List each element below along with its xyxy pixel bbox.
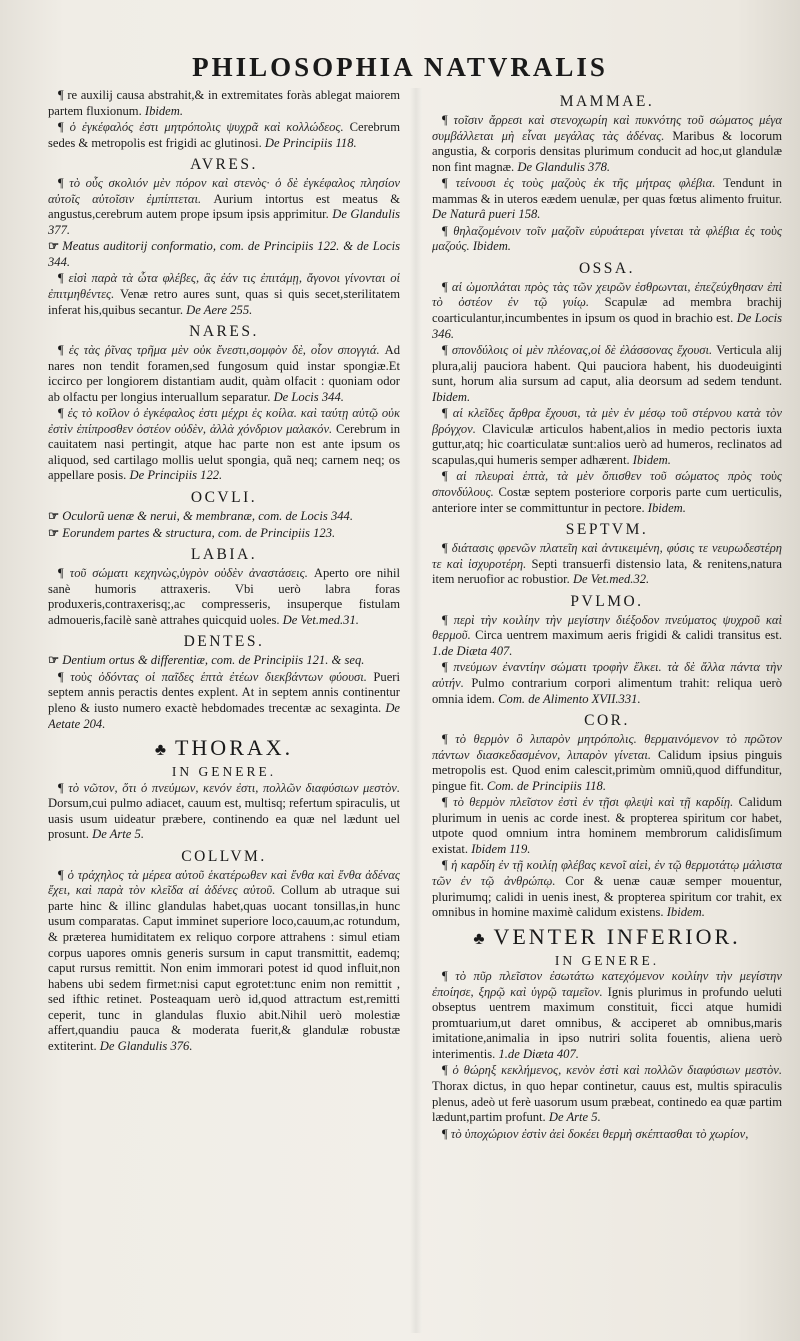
greek-quotation: αἱ κλεῖδες ἄρθρα ἔχουσι, τὰ μὲν ἐν μέσῳ τοῦ στέρνου κατὰ τὸν βρόγχον.: [432, 406, 782, 436]
source-reference: De Glandulis 378.: [517, 159, 611, 174]
latin-translation: Venæ retro aures sunt, quas si quis secet,sterilitatem inferat his,quibus secantur.: [48, 287, 400, 317]
section-heading: SEPTVM.: [565, 521, 649, 539]
latin-translation: Ignis plurimus in profundo ueluti obseptus uentrem maximum constituit, ficci atque humidi promtuarium,ut daret omnibus, & acciperet ab omnibus,maris imitatione,animalia in ipso nutriri solita fouentis, aliena uerò interimentis.: [432, 984, 782, 1061]
greek-quotation: διάτασις φρενῶν πλατεῖη καὶ ἀντικειμένη, φύσις τε νευρωδεστέρη τε καὶ ἰσχυροτέρη.: [432, 541, 782, 571]
greek-quotation: τοὺς ὀδόντας οἱ παῖδες ἑπτὰ ἐτέων διεκβάντων φύουσι.: [70, 669, 367, 684]
pilcrow-icon: ¶: [442, 1126, 451, 1141]
pilcrow-icon: ¶: [442, 795, 454, 810]
pilcrow-icon: ¶: [58, 120, 70, 135]
source-reference: De Arte 5.: [92, 827, 144, 842]
paragraph: [432, 406, 782, 468]
major-heading-text: THORAX.: [174, 735, 294, 761]
latin-translation: Calidum ipsius pinguis metropolis est. Quod enim calescit,primùm omniũ,quod diffunditur, pingue fit.: [432, 747, 782, 793]
greek-quotation: περὶ τὴν κοιλίην τὴν μεγίστην διέξοδον πνεύματος ψυχροῦ καὶ θερμοῦ.: [432, 612, 782, 643]
pointing-hand-icon: ☞: [48, 653, 60, 668]
greek-quotation: εἰσὶ παρὰ τὰ ὦτα φλέβες, ἃς ἐάν τις ἐπιτάμῃ, ἄγονοι γίνονται οἱ ἐπιτμηθέντες.: [48, 271, 400, 302]
greek-quotation: αἱ ὠμοπλάται πρὸς τὰς τῶν χειρῶν ἐσθρωνται, ἐπεζεύχθησαν ἐπὶ τὸ ὀστέον ἐν τῷ γυίῳ.: [432, 279, 782, 310]
paragraph: [432, 969, 782, 1062]
latin-translation: Cerebrum sedes & metropolis est frigidi ac glutinosi.: [48, 120, 400, 150]
paragraph: [48, 88, 400, 119]
pilcrow-icon: ¶: [442, 406, 453, 421]
greek-quotation: τοῖσιν ἄρρεσι καὶ στενοχωρίη καὶ πυκνότης τοῦ σώματος μέγα συμβάλλεται μὴ εἶναι μεγάλας τὰς ἀδένας.: [432, 113, 782, 143]
latin-translation: Circa uentrem maximum aeris frigidi & calidi transitus est.: [475, 628, 782, 643]
clover-ornament-icon: ♣: [473, 928, 488, 948]
cross-reference-text: Oculorũ uenæ & nerui, & membranæ, com. de Locis 344.: [62, 509, 353, 524]
major-heading-text: VENTER INFERIOR.: [493, 923, 741, 949]
greek-quotation: τοῦ σώματι κεχηνὼς,ὑγρὸν οὐδὲν ἀναστάσεις.: [69, 566, 308, 581]
greek-quotation: τὸ θερμὸν ὃ λιπαρὸν μητρόπολις. θερμαινόμενον τὸ πρῶτον πάντων διασκεδασμένον, λιπαρὸν γίνεται.: [432, 732, 782, 762]
source-reference: Com. de Alimento XVII.331.: [498, 691, 641, 706]
paragraph: [48, 566, 400, 628]
paragraph: [48, 781, 400, 843]
latin-translation: Claviculæ articulos habent,alios in medio pectoris iuxta guttur,atq; hic coarticulatæ sunt:alios uerò ad humeros, reclinatos ad scapulas,qui humeris semper adhærent.: [432, 421, 782, 467]
source-reference: Ibidem.: [472, 239, 511, 254]
source-reference: De Vet.med.31.: [282, 612, 359, 627]
section-heading: COLLVM.: [181, 847, 267, 865]
major-heading: [48, 736, 400, 762]
pilcrow-icon: ¶: [58, 343, 69, 358]
pilcrow-icon: ¶: [442, 732, 456, 747]
pilcrow-icon: ¶: [442, 343, 452, 358]
latin-translation: re auxilij causa abstrahit,& in extremitates foràs ablegat maiorem partem fluxionum.: [48, 88, 400, 118]
left-column: [48, 88, 400, 1333]
latin-translation: Thorax dictus, in quo hepar continetur, cauus est, multis spiraculis plenus, adeò ut ferè uasorum usum præbeat, continedo ea quæ partim lædunt,partim profunt.: [432, 1078, 782, 1125]
paragraph: [432, 1127, 782, 1143]
latin-translation: Verticula alij plura,alij pauciora habent. Qui pauciora habent, his duodeuiginti sunt, horum alia sursum ad caput, alia deorsum ad sedem tendunt.: [432, 343, 782, 389]
pilcrow-icon: ¶: [58, 780, 69, 795]
source-reference: Ibidem 119.: [471, 841, 531, 856]
latin-translation: Scapulæ ad membra brachij coarticulantur,incumbentes in ipsum os quod in brachio est.: [432, 295, 782, 326]
section-heading: AVRES.: [190, 156, 258, 174]
latin-translation: Costæ septem posteriore corporis parte cum uerticulis, anteriore inter se committuntur in pectore.: [432, 485, 782, 515]
sub-heading: IN GENERE.: [554, 952, 660, 968]
greek-quotation: τὸ ὑποχώριον ἐστὶν ἀεὶ δοκέει θερμὴ σκέπτασθαι τὸ χωρίον,: [450, 1126, 749, 1141]
pilcrow-icon: ¶: [58, 176, 70, 191]
cross-reference: [48, 526, 400, 542]
greek-quotation: ἡ καρδίη ἐν τῇ κοιλίῃ φλέβας κενοῖ αἰεὶ, ἐν τῷ θερμοτάτῳ μάλιστα τῶν ἐν τῷ ἀνθρώπῳ.: [432, 858, 782, 888]
greek-quotation: τὸ θερμὸν πλεῖστον ἐστὶ ἐν τῇσι φλεψὶ καὶ τῇ καρδίῃ.: [453, 795, 734, 810]
source-reference: Ibidem.: [632, 452, 671, 467]
source-reference: De Principiis 122.: [129, 468, 223, 483]
running-head: PHILOSOPHIA NATVRALIS: [192, 52, 608, 82]
paragraph: [432, 1063, 782, 1125]
source-reference: 1.de Diæta 407.: [432, 643, 513, 658]
pilcrow-icon: ¶: [442, 612, 454, 627]
paragraph: [432, 795, 782, 857]
pilcrow-icon: ¶: [58, 406, 68, 421]
pilcrow-icon: ¶: [58, 566, 70, 581]
paragraph: [432, 732, 782, 794]
cross-reference: [48, 653, 400, 669]
section-heading: DENTES.: [183, 633, 265, 651]
right-column: [432, 88, 782, 1333]
greek-quotation: ἐς τὸ κοῖλον ὁ ἐγκέφαλος ἐστι μέχρι ἐς κοίλα. καὶ ταύτῃ αὐτῷ οὐκ ἐστὶν ἐπίπροσθεν ὀστέον οὐδὲν, ἀλλὰ χόνδριον μαλακόν.: [48, 406, 400, 436]
latin-translation: Pueri septem annis peractis dentes explent. At in septem annis continentur pleno & iusto numero exactè hebdomades trecentæ ac sexaginta.: [48, 669, 400, 715]
clover-ornament-icon: ♣: [154, 740, 169, 760]
greek-quotation: θηλαζομένοιν τοῖν μαζοῖν εὐρυάτεραι γίνεται τὰ φλέβια ἐς τοὺς μαζούς.: [432, 223, 782, 254]
paragraph: [432, 280, 782, 342]
pilcrow-icon: ¶: [442, 113, 454, 127]
paragraph: [432, 113, 782, 175]
source-reference: De Locis 344.: [273, 389, 344, 404]
paragraph: [48, 406, 400, 484]
greek-quotation: τείνουσι ἐς τοὺς μαζοὺς ἐκ τῆς μήτρας φλέβια.: [455, 176, 716, 191]
section-heading: COR.: [584, 712, 630, 730]
paragraph: [432, 613, 782, 660]
cross-reference-text: Eorundem partes & structura, com. de Principiis 123.: [62, 525, 336, 540]
pilcrow-icon: ¶: [442, 969, 456, 984]
latin-translation: Collum ab utraque sui parte hinc & illinc glandulas habet,quas uocant tonsillas,in hunc usum comparatas. Caput imminet superiore loco,cauum,ac rotundum, & præterea humiditatem ex reliquo corpore attrahens : simul etiam corpus uapores omnis generis sursum in caput transmittit, eademq; caput rursus remittit. Non enim immorari potest id quod influit,non habens ubi sedem firmet:nisi caput egrotet:tunc enim non remittit , sed ifthic retinet. Posteaquam uerò id,quod attractum est,remitti ceperit, tunc in glandulas fluxio abit.Nihil uerò molestiæ affert,quandiu pauca & moderata fuerit,& glandulæ robustæ extiterint.: [48, 883, 400, 1053]
greek-quotation: πνεύμων ἐναντίην σώματι τροφὴν ἕλκει. τὰ δὲ ἄλλα πάντα τὴν αὐτήν.: [432, 660, 782, 690]
pilcrow-icon: ¶: [58, 669, 71, 684]
latin-translation: Aurium intortus est meatus & angustus,cerebrum autem prope ipsum ipsis apprimitur.: [48, 191, 400, 222]
greek-quotation: σπονδύλοις οἱ μὲν πλέονας,οἱ δὲ ἐλάσσονας ἔχουσι.: [451, 343, 713, 358]
pointing-hand-icon: ☞: [48, 525, 60, 540]
latin-translation: Ad nares non tendit foramen,sed fungosum quid instar spongiæ.Et iccirco per longiorem distantiam audit, quàm olfacit : quoniam odor ab olfactu per longius interuallum separatur.: [48, 343, 400, 404]
paragraph: [48, 120, 400, 151]
paragraph: [432, 343, 782, 405]
column-gutter: [410, 88, 422, 1333]
pilcrow-icon: ¶: [442, 660, 454, 675]
section-heading: MAMMAE.: [559, 93, 655, 110]
pilcrow-icon: ¶: [442, 1063, 453, 1078]
paragraph: [48, 670, 400, 732]
greek-quotation: ὁ τράχηλος τὰ μέρεα αὐτοῦ ἑκατέρωθεν καὶ ἔνθα καὶ ἔνθα ἀδένας ἔχει, καὶ παρὰ τὸν κλεῖδα αἱ ἀδένες αὐτοῦ.: [48, 867, 400, 898]
greek-quotation: ἐς τὰς ῥῖνας τρῆμα μὲν οὐκ ἔνεστι,σομφὸν δὲ, οἷον σπογγιά.: [68, 343, 380, 358]
pilcrow-icon: ¶: [58, 88, 68, 102]
source-reference: De Naturâ pueri 158.: [432, 207, 541, 222]
latin-translation: Maribus & locorum angustia, & corporis densitas plurimum conducit ad hoc,ut glandulæ non fint magnæ.: [432, 128, 782, 174]
source-reference: De Glandulis 376.: [99, 1038, 193, 1053]
pilcrow-icon: ¶: [442, 223, 454, 238]
source-reference: De Arte 5.: [548, 1110, 601, 1125]
latin-translation: Pulmo contrarium corpori alimentum trahit: reliqua uerò omnia idem.: [432, 675, 782, 706]
latin-translation: Septi transuerfi distensio lata, & renitens,natura item neruofior ac robustior.: [432, 556, 782, 587]
paragraph: [432, 224, 782, 255]
greek-quotation: ὁ θώρηξ κεκλήμενος, κενὸν ἐστὶ καὶ πολλῶν διαφύσιων μεστὸν.: [452, 1063, 782, 1078]
section-heading: OSSA.: [578, 259, 635, 277]
greek-quotation: ὁ ἐγκέφαλός ἐστι μητρόπολις ψυχρᾶ καὶ κολλώδεος.: [69, 120, 344, 135]
pilcrow-icon: ¶: [442, 279, 452, 294]
section-heading: NARES.: [189, 323, 259, 341]
pilcrow-icon: ¶: [442, 541, 452, 556]
section-heading: OCVLI.: [190, 489, 258, 507]
source-reference: Ibidem.: [647, 500, 686, 515]
source-reference: De Aere 255.: [186, 302, 253, 317]
section-heading: LABIA.: [190, 546, 258, 564]
cross-reference-text: Meatus auditorij conformatio, com. de Principiis 122. & de Locis 344.: [48, 239, 400, 269]
cross-reference-text: Dentium ortus & differentiæ, com. de Principiis 121. & seq.: [62, 653, 365, 668]
paragraph: [432, 858, 782, 920]
major-heading: [432, 925, 782, 951]
latin-translation: Aperto ore nihil sanè humoris attraxeris. Vbi uerò labra foras produxeris,contraxerisq;,ac compresseris, insuperque fistulam admoueris,facilè sanè attrahes quicquid uoles.: [48, 566, 400, 627]
paragraph: [432, 469, 782, 516]
greek-quotation: τὸ πῦρ πλεῖστον ἐσωτάτω κατεχόμενον κοιλίην τὴν μεγίστην ἐποίησε, ξηρῷ καὶ ὑγρῷ ταμεῖον.: [432, 969, 782, 999]
pointing-hand-icon: ☞: [48, 509, 60, 524]
paragraph: [48, 343, 400, 405]
latin-translation: Tendunt in mammas & in uteros eædem uenulæ, per quas fœtus alimento fruitur.: [432, 176, 782, 206]
paragraph: [432, 660, 782, 707]
pilcrow-icon: ¶: [442, 858, 452, 873]
latin-translation: Dorsum,cui pulmo adiacet, cauum est, multisq; refertum spiraculis, ut uasis usum uideatur præbere, continendo ea quæ nel lædunt uel prosunt.: [48, 796, 400, 842]
sub-heading: IN GENERE.: [171, 764, 277, 780]
source-reference: Com. de Principiis 118.: [486, 778, 606, 793]
pilcrow-icon: ¶: [58, 271, 69, 286]
latin-translation: Cerebrum in cauitatem nasi pertingit, atque hac parte non est ante ipsum os aliquod, sed cartilago mollis uelut spongia, quã neq; carnem neq; os appellare posis.: [48, 421, 400, 483]
source-reference: Ibidem.: [432, 389, 471, 404]
source-reference: De Vet.med.32.: [572, 572, 650, 587]
pilcrow-icon: ¶: [442, 469, 457, 484]
pilcrow-icon: ¶: [442, 176, 456, 191]
cross-reference: [48, 509, 400, 525]
greek-quotation: τὸ νῶτον, ὅτι ὁ πνεύμων, κενόν ἐστι, πολλῶν διαφύσιων μεστὸν.: [68, 780, 400, 795]
section-heading: PVLMO.: [570, 592, 644, 610]
source-reference: Ibidem.: [144, 103, 184, 118]
source-reference: De Principiis 118.: [264, 135, 357, 150]
pilcrow-icon: ¶: [58, 867, 68, 882]
source-reference: De Aetate 204.: [48, 700, 400, 731]
source-reference: Ibidem.: [666, 905, 705, 920]
latin-translation: Cor & uenæ cauæ semper mouentur, plurimumq; calidi in uenis inest, & propterea spiritum cor trahit, ex omnibus in homine maximè calidum existens.: [432, 873, 782, 920]
paragraph: [432, 541, 782, 588]
greek-quotation: τὸ οὖς σκολιόν μὲν πόρον καὶ στενὸς· ὁ δὲ ἐγκέφαλος πλησίον αὐτοῖς αὐτοῖσιν ἐμπίπτεται.: [48, 176, 400, 206]
paragraph: [432, 176, 782, 223]
source-reference: 1.de Diæta 407.: [498, 1046, 579, 1061]
paragraph: [48, 868, 400, 1055]
paragraph: [48, 176, 400, 238]
cross-reference: [48, 239, 400, 270]
source-reference: De Locis 346.: [432, 311, 782, 341]
pointing-hand-icon: ☞: [48, 239, 60, 254]
source-reference: De Glandulis 377.: [48, 207, 400, 237]
latin-translation: Calidum plurimum in uenis ac corde inest. & propterea spiritum cor habet, utpote quod omnium intra hominem membrorum calidisſimum existat.: [432, 795, 782, 856]
paragraph: [48, 271, 400, 318]
greek-quotation: αἱ πλευραὶ ἑπτὰ, τὰ μὲν ὄπισθεν τοῦ σώματος πρὸς τοὺς σπονδύλους.: [432, 469, 782, 500]
